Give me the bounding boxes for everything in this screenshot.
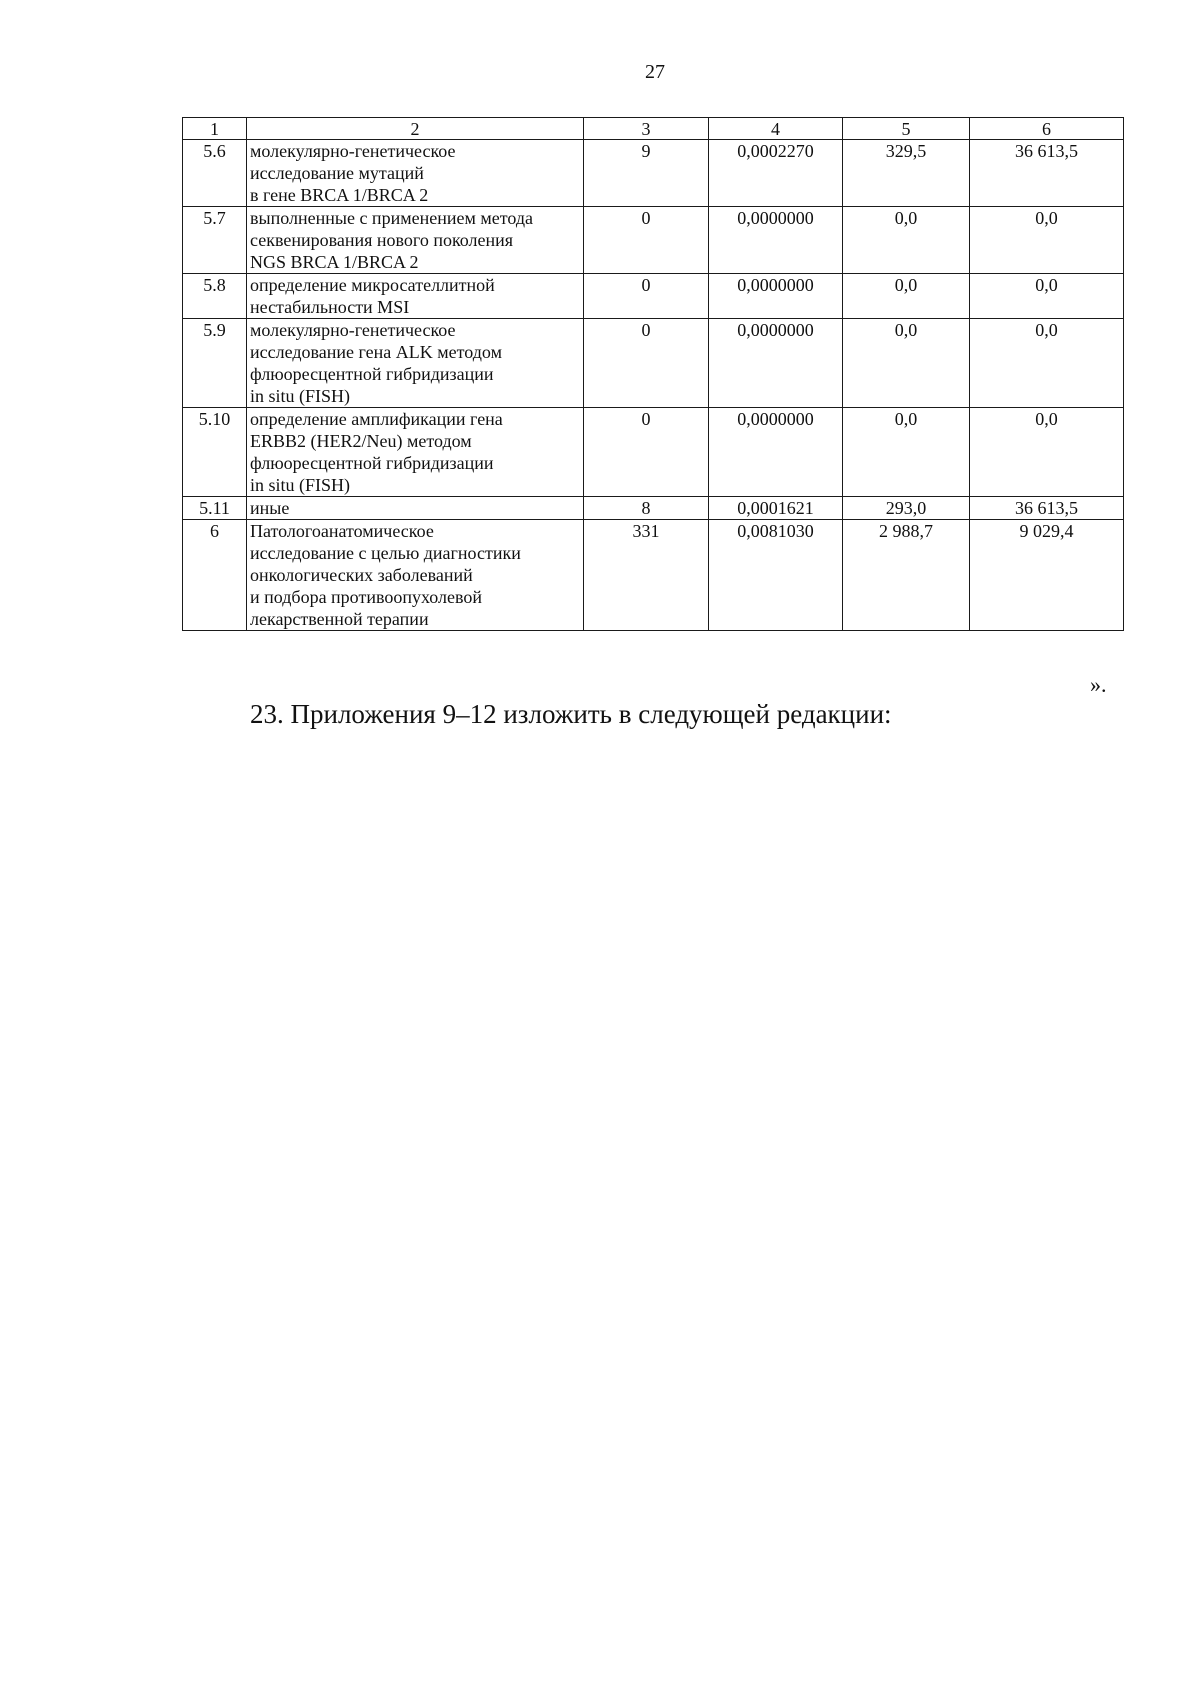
value-cell: 0,0001621 xyxy=(709,497,843,520)
value-cell: 331 xyxy=(584,520,709,631)
row-number-cell: 6 xyxy=(183,520,247,631)
row-number-cell: 5.7 xyxy=(183,207,247,274)
page-number: 27 xyxy=(645,61,665,83)
row-number-cell: 5.9 xyxy=(183,319,247,408)
header-cell: 3 xyxy=(584,118,709,140)
header-cell: 1 xyxy=(183,118,247,140)
row-name-cell: выполненные с применением метода секвенирования нового поколения NGS BRCA 1/BRCA 2 xyxy=(247,207,584,274)
table-row xyxy=(183,319,1124,408)
table-row xyxy=(183,520,1124,631)
value-cell: 0,0002270 xyxy=(709,140,843,207)
value-cell: 0,0 xyxy=(843,274,970,319)
row-name-cell: Патологоанатомическое исследование с целью диагностики онкологических заболеваний и подбора противоопухолевой лекарственной терапии xyxy=(247,520,584,631)
table-row xyxy=(183,140,1124,207)
value-cell: 0 xyxy=(584,207,709,274)
value-cell: 0,0 xyxy=(843,207,970,274)
row-name-cell: иные xyxy=(247,497,584,520)
value-cell: 0,0081030 xyxy=(709,520,843,631)
value-cell: 0,0 xyxy=(970,274,1124,319)
row-name-cell: определение амплификации гена ERBB2 (HER2/Neu) методом флюоресцентной гибридизации in situ (FISH) xyxy=(247,408,584,497)
table-row xyxy=(183,207,1124,274)
value-cell: 0 xyxy=(584,408,709,497)
row-number-cell: 5.10 xyxy=(183,408,247,497)
value-cell: 0,0000000 xyxy=(709,274,843,319)
table-row xyxy=(183,274,1124,319)
value-cell: 0,0 xyxy=(970,408,1124,497)
header-cell: 5 xyxy=(843,118,970,140)
value-cell: 2 988,7 xyxy=(843,520,970,631)
value-cell: 0,0000000 xyxy=(709,408,843,497)
row-number-cell: 5.6 xyxy=(183,140,247,207)
row-number-cell: 5.8 xyxy=(183,274,247,319)
value-cell: 9 xyxy=(584,140,709,207)
value-cell: 293,0 xyxy=(843,497,970,520)
header-cell: 4 xyxy=(709,118,843,140)
row-number-cell: 5.11 xyxy=(183,497,247,520)
table-header-row xyxy=(183,118,1124,140)
value-cell: 8 xyxy=(584,497,709,520)
value-cell: 329,5 xyxy=(843,140,970,207)
value-cell: 0 xyxy=(584,319,709,408)
row-name-cell: молекулярно-генетическое исследование гена ALK методом флюоресцентной гибридизации in situ (FISH) xyxy=(247,319,584,408)
data-table xyxy=(182,117,1124,631)
value-cell: 36 613,5 xyxy=(970,497,1124,520)
table-row xyxy=(183,497,1124,520)
value-cell: 0 xyxy=(584,274,709,319)
header-cell: 2 xyxy=(247,118,584,140)
value-cell: 9 029,4 xyxy=(970,520,1124,631)
value-cell: 0,0 xyxy=(843,319,970,408)
amendment-paragraph: 23. Приложения 9–12 изложить в следующей редакции: xyxy=(250,699,892,729)
value-cell: 0,0 xyxy=(970,207,1124,274)
closing-quote: ». xyxy=(1090,672,1107,697)
value-cell: 0,0000000 xyxy=(709,319,843,408)
header-cell: 6 xyxy=(970,118,1124,140)
value-cell: 0,0 xyxy=(843,408,970,497)
row-name-cell: молекулярно-генетическое исследование мутаций в гене BRCA 1/BRCA 2 xyxy=(247,140,584,207)
row-name-cell: определение микросателлитной нестабильности MSI xyxy=(247,274,584,319)
value-cell: 0,0000000 xyxy=(709,207,843,274)
value-cell: 0,0 xyxy=(970,319,1124,408)
value-cell: 36 613,5 xyxy=(970,140,1124,207)
table-row xyxy=(183,408,1124,497)
